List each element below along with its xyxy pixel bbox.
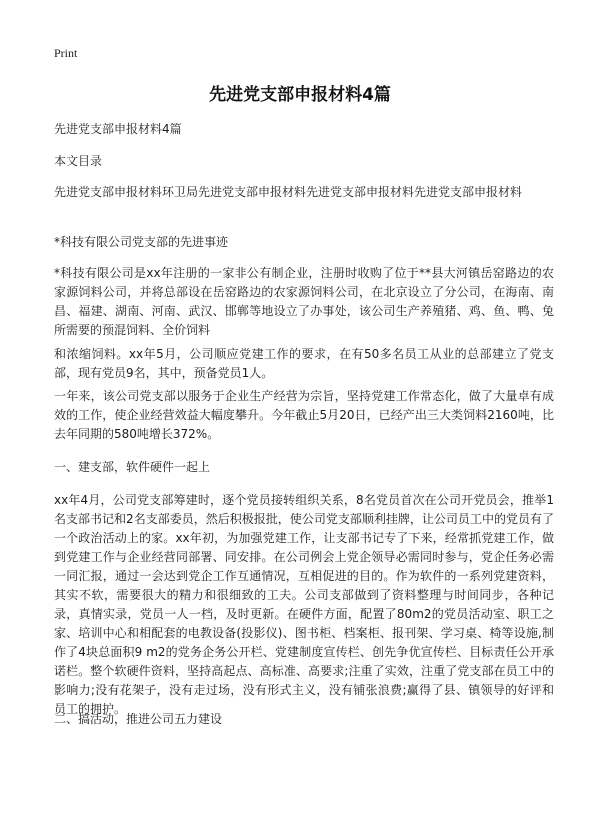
page-title: 先进党支部申报材料4篇 — [209, 85, 391, 105]
toc-heading: 本文目录 — [54, 154, 103, 168]
print-label: Print — [54, 46, 78, 60]
intro-paragraph-1: *科技有限公司是xx年注册的一家非公有制企业，注册时收购了位于**县大河镇岳窑路边的农家源饲料公司，并将总部设在岳窑路边的农家源饲料公司，在北京设立了分公司，在海南、南昌、福建、湖南、河南、武汉、邯郸等地设立了办事处，该公司生产养殖猪、鸡、鱼、鸭、兔所需要的预混饲料、全价饲料 — [54, 266, 554, 337]
toc-text: 先进党支部申报材料环卫局先进党支部申报材料先进党支部申报材料先进党支部申报材料 — [54, 185, 523, 199]
company-heading: *科技有限公司党支部的先进事迹 — [54, 235, 229, 249]
document-subtitle: 先进党支部申报材料4篇 — [54, 122, 182, 136]
intro-paragraph-2: 和浓缩饲料。xx年5月，公司顺应党建工作的要求，在有50多名员工从业的总部建立了党支部，现有党员9名，其中，预备党员1人。 — [54, 347, 554, 380]
section-2-heading: 二、搞活动，推进公司五力建设 — [54, 712, 223, 726]
year-paragraph: 一年来，该公司党支部以服务于企业生产经营为宗旨，坚持党建工作常态化，做了大量卓有成效的工作，使企业经营效益大幅度攀升。今年截止5月20日，已经产出三大类饲料2160吨，比去年同期的580吨增长372%。 — [54, 389, 554, 441]
section-1-body: xx年4月，公司党支部筹建时，逐个党员接转组织关系，8名党员首次在公司开党员会，推举1名支部书记和2名支部委员，然后积极报批，使公司党支部顺利挂牌，让公司员工中的党员有了一个政治活动上的家。xx年初，为加强党建工作，让支部书记专了下来，经常抓党建工作，做到党建工作与企业经营同部署、同安排。在公司例会上党企领导必需同时参与，党企任务必需一同汇报，通过一会达到党企工作互通情况，互相促进的目的。作为软件的一系列党建资料，其实不软，需要很大的精力和很细致的工夫。公司支部做到了资料整理与时间同步，各种记录，真情实录，党员一人一档，及时更新。在硬件方面，配置了80m2的党员活动室、职工之家、培训中心和相配套的电教设备(投影仪)、图书柜、档案柜、报刊架、学习桌、椅等设施,制作了4块总面积9 m2的党务企务公开栏、党建制度宣传栏、创先争优宣传栏、目标责任公开承诺栏。整个软硬件资料，坚持高起点、高标准、高要求;注重了实效，注重了党支部在员工中的影响力;没有花架子，没有走过场，没有形式主义，没有铺张浪费;赢得了县、镇领导的好评和员工的拥护。 — [54, 493, 554, 716]
section-1-heading: 一、建支部，软件硬件一起上 — [54, 460, 211, 474]
